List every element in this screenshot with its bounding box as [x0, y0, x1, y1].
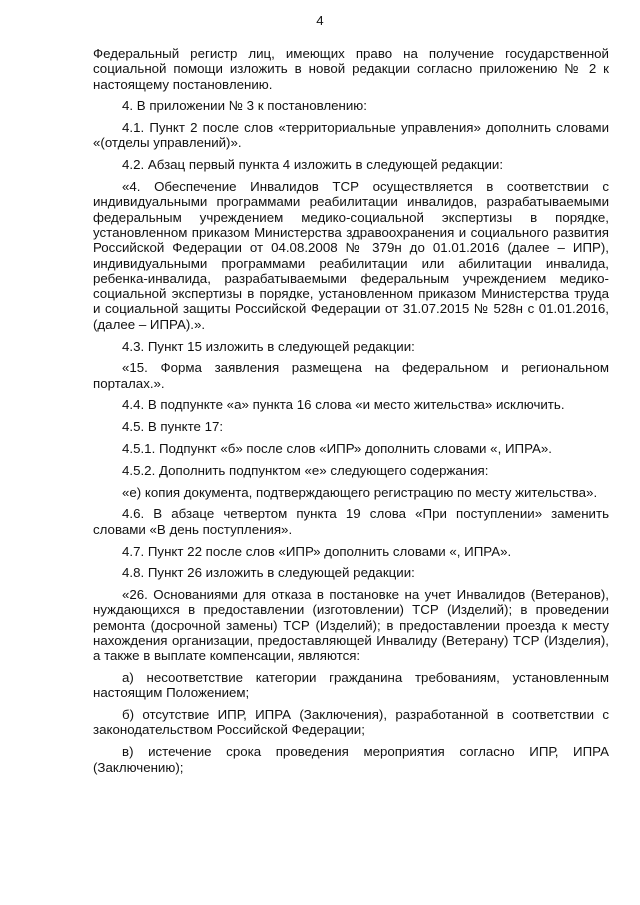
- paragraph-quote-26: «26. Основаниями для отказа в постановке на учет Инвалидов (Ветеранов), нуждающихся в предоставлении (изготовлении) ТСР (Изделий); в проведении ремонта (досрочной замены) ТСР (Изделий); в предоставлении проезда к месту нахождения организации, предоставляющей Инвалиду (Ветерану) ТСР (Изделия), а также в выплате компенсации, являются:: [93, 587, 609, 664]
- paragraph-4-5-1: 4.5.1. Подпункт «б» после слов «ИПР» дополнить словами «, ИПРА».: [122, 441, 553, 457]
- document-body: [93, 46, 609, 775]
- paragraph-4-3: 4.3. Пункт 15 изложить в следующей редакции:: [122, 338, 415, 354]
- paragraph-section-4: 4. В приложении № 3 к постановлению:: [122, 98, 367, 114]
- paragraph-quote-15: «15. Форма заявления размещена на федеральном и региональном порталах.».: [93, 360, 609, 391]
- paragraph-item-b: б) отсутствие ИПР, ИПРА (Заключения), разработанной в соответствии с законодательством Российской Федерации;: [93, 707, 609, 738]
- paragraph-4-8: 4.8. Пункт 26 изложить в следующей редакции:: [122, 565, 415, 581]
- paragraph-item-a: а) несоответствие категории гражданина требованиям, установленным настоящим Положением;: [93, 670, 609, 701]
- paragraph-quote-e: «е) копия документа, подтверждающего регистрацию по месту жительства».: [122, 484, 598, 500]
- paragraph-4-4: 4.4. В подпункте «а» пункта 16 слова «и место жительства» исключить.: [122, 397, 565, 413]
- paragraph-4-5: 4.5. В пункте 17:: [122, 419, 224, 435]
- paragraph-4-1: 4.1. Пункт 2 после слов «территориальные управления» дополнить словами «(отделы управлений)».: [93, 120, 609, 151]
- paragraph-item-v: в) истечение срока проведения мероприятия согласно ИПР, ИПРА (Заключению);: [93, 744, 609, 775]
- paragraph-4-6: 4.6. В абзаце четвертом пункта 19 слова «При поступлении» заменить словами «В день поступления».: [93, 506, 609, 537]
- paragraph-4-5-2: 4.5.2. Дополнить подпунктом «е» следующего содержания:: [122, 462, 489, 478]
- paragraph-quote-4: «4. Обеспечение Инвалидов ТСР осуществляется в соответствии с индивидуальными программами реабилитации инвалидов, разрабатываемыми федеральным учреждением медико-социальной экспертизы в порядке, установленном приказом Министерства здравоохранения и социального развития Российской Федерации от 04.08.2008 № 379н до 01.01.2016 (далее – ИПР), индивидуальными программами реабилитации или абилитации инвалида, ребенка-инвалида, разрабатываемыми федеральным учреждением медико-социальной экспертизы в порядке, установленном приказом Министерства труда и социальной защиты Российской Федерации от 31.07.2015 № 528н с 01.01.2016, (далее – ИПРА).».: [93, 179, 609, 332]
- paragraph-registry: Федеральный регистр лиц, имеющих право на получение государственной социальной помощи изложить в новой редакции согласно приложению № 2 к настоящему постановлению.: [93, 46, 609, 92]
- paragraph-4-7: 4.7. Пункт 22 после слов «ИПР» дополнить словами «, ИПРА».: [122, 543, 512, 559]
- page-number: 4: [316, 13, 324, 28]
- paragraph-4-2: 4.2. Абзац первый пункта 4 изложить в следующей редакции:: [122, 157, 504, 173]
